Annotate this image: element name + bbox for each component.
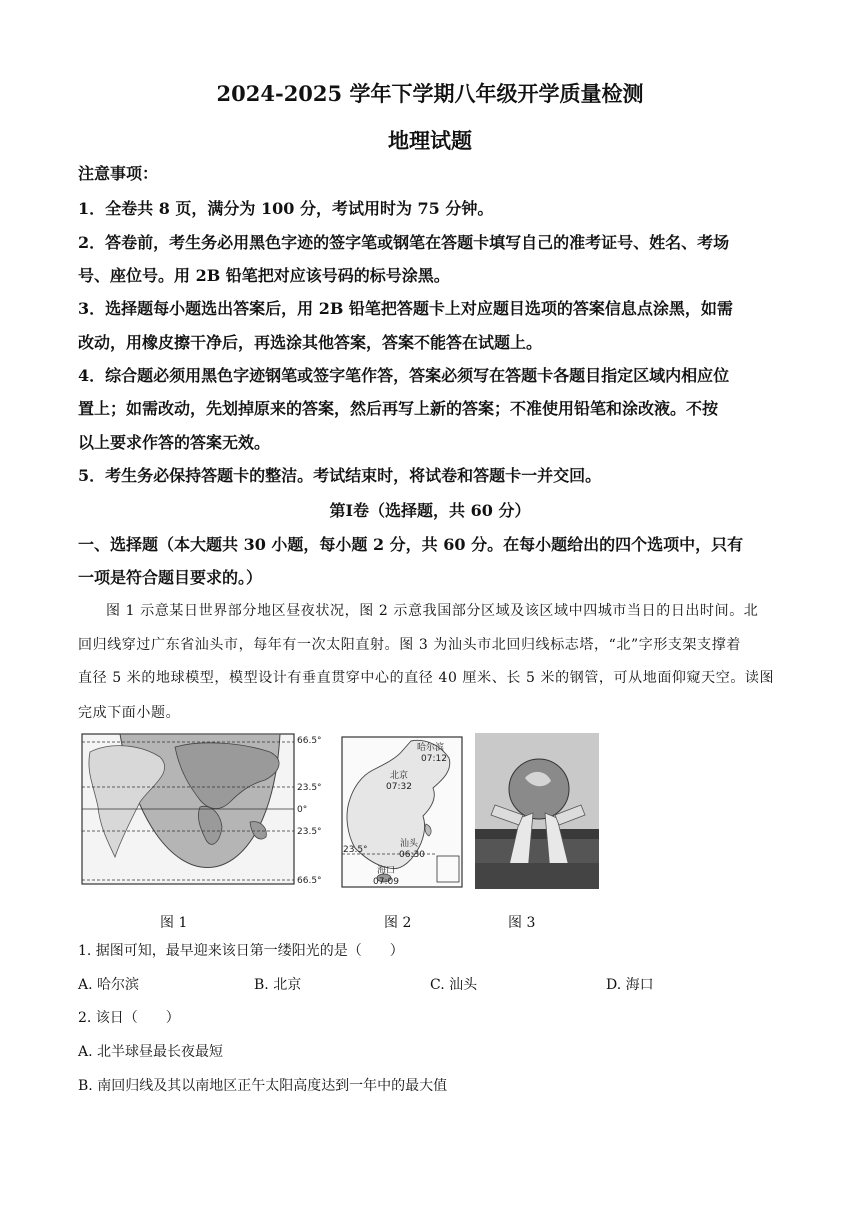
passage-line-2: 回归线穿过广东省汕头市，每年有一次太阳直射。图 3 为汕头市北回归线标志塔，“北”字形支架支撑着 — [78, 637, 741, 653]
q1-option-c[interactable]: C. 汕头 — [430, 977, 478, 993]
fig1-lat-label-3: 0° — [297, 805, 308, 815]
passage-line-3: 直径 5 米的地球模型，模型设计有垂直贯穿中心的直径 40 厘米、长 5 米的钢管，可从地面仰窥天空。读图 — [78, 670, 775, 686]
q2-option-a[interactable]: A. 北半球昼最长夜最短 — [78, 1044, 224, 1060]
notice-item-2-line-2: 号、座位号。用 2B 铅笔把对应该号码的标号涂黑。 — [78, 266, 450, 285]
notice-item-4-line-2: 置上；如需改动，先划掉原来的答案，然后再写上新的答案；不准使用铅笔和涂改液。不按 — [78, 399, 719, 418]
fig1-lat-label-4: 23.5° — [297, 827, 322, 837]
exam-subtitle: 地理试题 — [388, 128, 472, 153]
fig1-lat-label-2: 23.5° — [297, 783, 322, 793]
fig2-time-haikou: 07:09 — [373, 877, 399, 887]
section-title: 第Ⅰ卷（选择题，共 60 分） — [329, 501, 531, 520]
question-2-stem: 2. 该日（ ） — [78, 1010, 180, 1026]
fig2-lat-label: 23.5° — [343, 845, 368, 855]
part-instruction-line-2: 一项是符合题目要求的。） — [78, 568, 263, 587]
fig2-time-shantou: 06:30 — [399, 850, 425, 860]
fig2-time-beijing: 07:32 — [386, 782, 412, 792]
notice-item-4-line-1: 4．综合题必须用黑色字迹钢笔或签字笔作答，答案必须写在答题卡各题目指定区域内相应位 — [78, 366, 730, 385]
passage-line-4: 完成下面小题。 — [78, 705, 181, 721]
fig2-city-beijing: 北京 — [390, 771, 409, 781]
question-1-stem: 1. 据图可知，最早迎来该日第一缕阳光的是（ ） — [78, 943, 404, 959]
fig2-time-harbin: 07:12 — [421, 754, 447, 764]
figure-3-tower-photo — [475, 733, 599, 889]
figure-1-caption: 图 1 — [160, 915, 188, 931]
notice-item-3-line-2: 改动，用橡皮擦干净后，再选涂其他答案，答案不能答在试题上。 — [78, 333, 543, 352]
figure-2-caption: 图 2 — [384, 915, 412, 931]
exam-title: 2024-2025 学年下学期八年级开学质量检测 — [216, 81, 644, 106]
q1-option-a[interactable]: A. 哈尔滨 — [78, 977, 140, 993]
q2-option-b[interactable]: B. 南回归线及其以南地区正午太阳高度达到一年中的最大值 — [78, 1078, 448, 1094]
q1-option-b[interactable]: B. 北京 — [254, 977, 302, 993]
notice-item-5: 5．考生务必保持答题卡的整洁。考试结束时，将试卷和答题卡一并交回。 — [78, 466, 602, 485]
figure-1-daynight-map — [80, 732, 330, 890]
fig2-city-haikou: 海口 — [377, 866, 396, 876]
notice-item-2-line-1: 2．答卷前，考生务必用黑色字迹的签字笔或钢笔在答题卡填写自己的准考证号、姓名、考场 — [78, 233, 730, 252]
fig1-lat-label-1: 66.5° — [297, 736, 322, 746]
notice-item-4-line-3: 以上要求作答的答案无效。 — [78, 433, 271, 452]
fig2-city-shantou: 汕头 — [400, 839, 419, 849]
figure-2-china-map — [341, 736, 463, 888]
fig2-city-harbin: 哈尔滨 — [417, 743, 445, 753]
part-instruction-line-1: 一、选择题（本大题共 30 小题，每小题 2 分，共 60 分。在每小题给出的四个选项中，只有 — [78, 535, 744, 554]
notice-item-1: 1．全卷共 8 页，满分为 100 分，考试用时为 75 分钟。 — [78, 199, 494, 218]
notice-item-3-line-1: 3．选择题每小题选出答案后，用 2B 铅笔把答题卡上对应题目选项的答案信息点涂黑，如需 — [78, 299, 733, 318]
fig1-lat-label-5: 66.5° — [297, 876, 322, 886]
passage-line-1: 图 1 示意某日世界部分地区昼夜状况，图 2 示意我国部分区域及该区域中四城市当日的日出时间。北 — [106, 603, 759, 619]
figure-3-caption: 图 3 — [508, 915, 536, 931]
q1-option-d[interactable]: D. 海口 — [606, 977, 654, 993]
notice-heading: 注意事项： — [78, 164, 159, 183]
